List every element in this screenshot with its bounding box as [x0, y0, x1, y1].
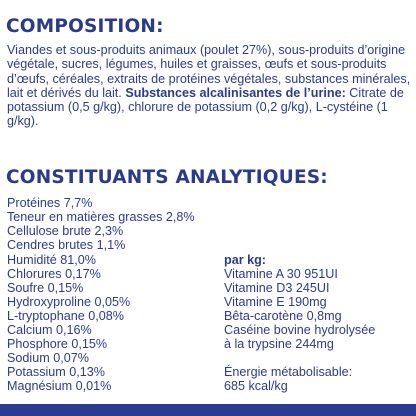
list-item: Énergie métabolisable:: [224, 365, 353, 380]
per-kg-header: par kg:: [224, 252, 266, 267]
urine-alkalizers-text: Citrate de potassium (0,5 g/kg), chlorure de potassium (0,2 g/kg), L-cystéine (1 g/kg).: [7, 85, 404, 129]
list-item: 685 kcal/kg: [224, 379, 288, 394]
main-constituents-list: [7, 196, 195, 252]
list-item: Magnésium 0,01%: [7, 379, 112, 394]
list-item: Cellulose brute 2,3%: [7, 224, 124, 239]
composition-ingredients: Viandes et sous-produits animaux (poulet 27%), sous-produits d’origine végétale, sucres, légumes, huiles et graisses, œufs et sous-produits d’œufs, céréales, extraits de protéines végétales, substances minérales, lait et dérivés du lait.: [7, 43, 411, 100]
list-item: Protéines 7,7%: [7, 196, 93, 210]
list-spacer: [224, 351, 375, 365]
list-item: Hydroxyproline 0,05%: [7, 294, 131, 309]
list-item: Potassium 0,13%: [7, 365, 106, 380]
list-item: L-tryptophane 0,08%: [7, 308, 124, 323]
list-item: à la trypsine 244mg: [224, 337, 334, 352]
list-item: Vitamine E 190mg: [224, 294, 327, 309]
list-item: Phosphore 0,15%: [7, 337, 108, 352]
list-item: Bêta-carotène 0,8mg: [224, 308, 342, 323]
urine-alkalizers-label: Substances alcalinisantes de l’urine:: [125, 85, 346, 100]
list-item: Calcium 0,16%: [7, 322, 92, 337]
list-item: Caséine bovine hydrolysée: [224, 322, 376, 337]
constituents-heading: CONSTITUANTS ANALYTIQUES:: [6, 167, 328, 188]
list-item: Vitamine D3 245UI: [224, 280, 330, 295]
list-item: Cendres brutes 1,1%: [7, 238, 126, 253]
list-item: Soufre 0,15%: [7, 280, 84, 295]
minerals-list: [7, 253, 130, 394]
list-item: Teneur en matières grasses 2,8%: [7, 210, 195, 225]
composition-heading: COMPOSITION:: [6, 16, 164, 37]
list-item: Chlorures 0,17%: [7, 266, 101, 281]
list-item: Sodium 0,07%: [7, 351, 89, 366]
per-kg-list: [224, 253, 375, 394]
bottom-bar: [0, 404, 416, 416]
list-item: Humidité 81,0%: [7, 252, 96, 267]
list-item: Vitamine A 30 951UI: [224, 266, 338, 281]
composition-text: [7, 43, 411, 129]
